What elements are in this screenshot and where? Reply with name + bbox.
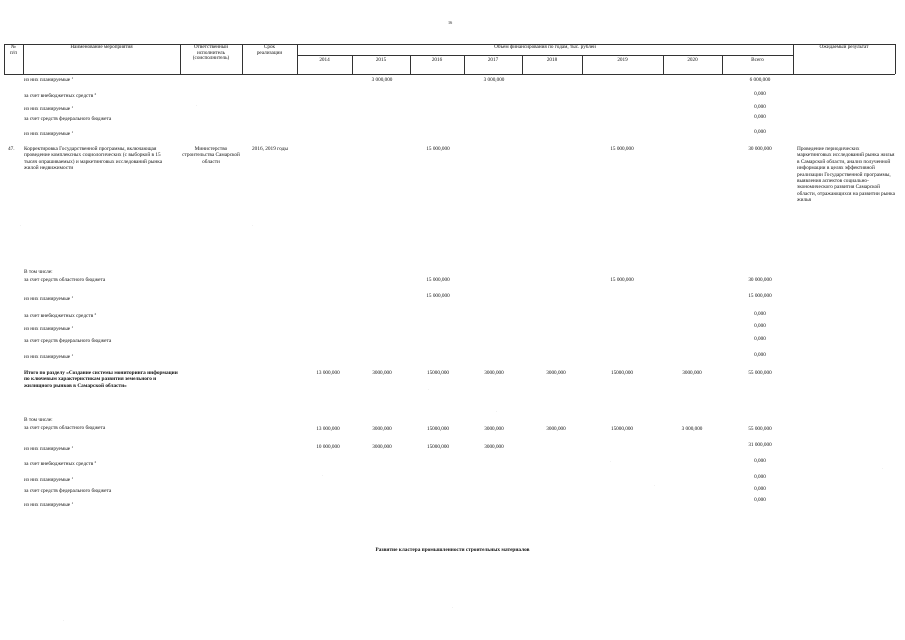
cell-value: 15000,000 — [426, 370, 450, 376]
row-label: за счет внебюджетных средств $^2$ — [24, 92, 97, 99]
cell-value: 15 000,000 — [426, 293, 450, 299]
row-label: за счет средств областного бюджета — [24, 277, 106, 283]
cell-total: 55 000,000 — [748, 370, 772, 376]
header-result: Ожидаемый результат — [819, 44, 869, 50]
row-label: из них планируемые $^1$ — [24, 325, 74, 332]
cell-total: 31 000,000 — [748, 442, 772, 448]
cell-value: 15 000,000 — [426, 277, 450, 283]
row-label: из них планируемые $^1$ — [24, 501, 74, 508]
cell-value: 3000,000 — [372, 426, 392, 432]
header-year: 2019 — [617, 57, 628, 63]
cell-value: 10 000,000 — [316, 444, 340, 450]
cell-total: 0,000 — [754, 497, 766, 503]
section-total-label: Итого по разделу «Создание системы мониторинга информации по ключевым характеристикам развития земельного и жилищного рынков в Самарской области» — [24, 370, 178, 389]
row-label: за счет средств федерального бюджета — [24, 116, 112, 122]
header-year: 2015 — [375, 57, 387, 63]
cell-total: 0,000 — [754, 336, 766, 342]
cell-value: 3000,000 — [484, 426, 504, 432]
cell-total: 30 000,000 — [748, 277, 772, 283]
cell-value: 15 000,000 — [610, 277, 634, 283]
cell-total: 0,000 — [754, 129, 766, 135]
header-year: 2017 — [487, 57, 499, 63]
header-year: 2014 — [319, 57, 330, 63]
cell-value: 3 000,000 — [681, 426, 703, 432]
item-number: 47. — [8, 146, 15, 152]
next-section-title: Развитие кластера промышленности строительных материалов — [375, 547, 530, 553]
cell-value: 3000,000 — [484, 444, 504, 450]
item-expected-result: Проведение периодических маркетинговых исследований рынка жилья в Самарской области, анализ полученной информации в целях эффективной реализации Государственной программы, выявления аспектов социально-экономического развития Самарской области, отражающихся на развитии рынка жилья — [797, 146, 895, 204]
row-label: из них планируемые $^1$ — [24, 445, 74, 452]
cell-value: 13 000,000 — [316, 426, 340, 432]
row-label: из них планируемые $^1$ — [24, 353, 74, 360]
cell-value: 3000,000 — [546, 426, 566, 432]
cell-total: 0,000 — [754, 114, 766, 120]
header-year: 2020 — [687, 57, 698, 63]
header-volume: Объем финансирования по годам, тыс. рублей — [494, 44, 596, 50]
cell-total: 0,000 — [754, 458, 766, 464]
page-number: 16 — [448, 20, 453, 25]
row-label: за счет средств федерального бюджета — [24, 338, 112, 344]
row-label: за счет внебюджетных средств $^2$ — [24, 460, 97, 467]
row-label: за счет внебюджетных средств $^2$ — [24, 312, 97, 319]
cell-total: 55 000,000 — [748, 426, 772, 432]
cell-value: 3 000,000 — [483, 77, 505, 83]
cell-total: 6 000,000 — [749, 77, 771, 83]
cell-value: 15000,000 — [610, 426, 634, 432]
cell-value: 3000,000 — [484, 370, 504, 376]
header-year: 2018 — [546, 57, 558, 63]
cell-total: 15 000,000 — [748, 293, 772, 299]
cell-value: 3000,000 — [682, 370, 702, 376]
including-label: В том числе: — [24, 269, 53, 275]
header-year: 2016 — [431, 57, 443, 63]
cell-total: 0,000 — [754, 323, 766, 329]
row-label: из них планируемые $^1$ — [24, 105, 74, 112]
header-name: Наименование мероприятия — [70, 44, 133, 50]
cell-total: 30 000,000 — [748, 146, 772, 152]
item-name: Корректировка Государственной программы, включающая проведение комплексных социологических (с выборкой в 15 тысяч опрашиваемых) и маркетинговых исследований рынка жилой недвижимости — [24, 146, 163, 172]
item-executor: Министерство строительства Самарской области — [182, 146, 240, 165]
header-term: Срок реализации — [256, 44, 283, 56]
row-label: из них планируемые $^1$ — [24, 130, 74, 137]
cell-value: 13 000,000 — [316, 370, 340, 376]
including-label: В том числе: — [24, 417, 53, 423]
cell-value: 3 000,000 — [371, 77, 393, 83]
item-term: 2016, 2019 годы — [252, 146, 288, 152]
cell-value: 15000,000 — [610, 370, 634, 376]
cell-total: 0,000 — [754, 104, 766, 110]
cell-value: 15000,000 — [426, 444, 450, 450]
cell-total: 0,000 — [754, 474, 766, 480]
cell-total: 0,000 — [754, 311, 766, 317]
cell-total: 0,000 — [754, 352, 766, 358]
cell-total: 0,000 — [754, 486, 766, 492]
row-label: за счет средств федерального бюджета — [24, 488, 112, 494]
cell-value: 15 000,000 — [426, 146, 450, 152]
cell-value: 3000,000 — [372, 370, 392, 376]
row-label: из них планируемые $^1$ — [24, 295, 74, 302]
row-label: из них планируемые $^1$ — [24, 76, 74, 83]
cell-value: 15000,000 — [426, 426, 450, 432]
cell-value: 3000,000 — [372, 444, 392, 450]
cell-value: 3000,000 — [546, 370, 566, 376]
row-label: за счет средств областного бюджета — [24, 425, 106, 431]
header-total: Всего — [751, 57, 764, 63]
row-label: из них планируемые $^1$ — [24, 476, 74, 483]
cell-value: 15 000,000 — [610, 146, 634, 152]
header-number: № п/п — [10, 44, 17, 56]
header-executor: Ответственный исполнитель (соисполнитель) — [192, 44, 230, 62]
cell-total: 0,000 — [754, 91, 766, 97]
